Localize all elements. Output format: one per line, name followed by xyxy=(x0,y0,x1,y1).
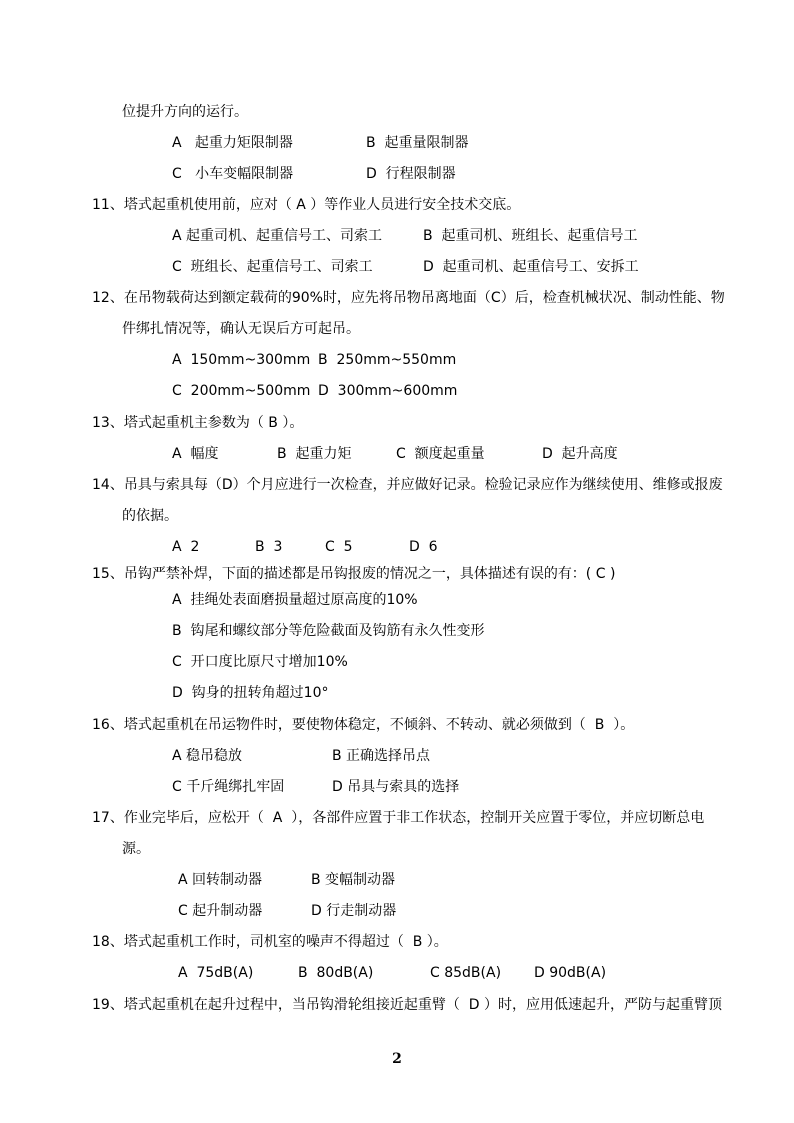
text-line: 的依据。 xyxy=(122,508,178,524)
text-line: A 起重力矩限制器 xyxy=(172,135,293,151)
text-line: B 250mm~550mm xyxy=(318,352,457,368)
text-line: B 钩尾和螺纹部分等危险截面及钩筋有永久性变形 xyxy=(172,623,485,639)
text-line: D 行走制动器 xyxy=(311,903,397,919)
text-line: C 起升制动器 xyxy=(178,903,263,919)
text-line: D 钩身的扭转角超过10° xyxy=(172,685,329,701)
text-line: C 小车变幅限制器 xyxy=(172,166,294,182)
text-line: 17、作业完毕后，应松开（ A ），各部件应置于非工作状态，控制开关应置于零位，并应切断总电 xyxy=(92,810,705,826)
text-line: B 80dB(A) xyxy=(298,965,374,981)
text-line: A 75dB(A) xyxy=(178,965,254,981)
text-line: B 3 xyxy=(255,539,283,555)
text-line: A 挂绳处表面磨损量超过原高度的10% xyxy=(172,592,418,608)
text-line: A 回转制动器 xyxy=(178,872,263,888)
text-line: 源。 xyxy=(122,841,150,857)
text-line: A 幅度 xyxy=(172,446,219,462)
text-line: C 额度起重量 xyxy=(396,446,485,462)
text-line: 15、吊钩严禁补焊，下面的描述都是吊钩报废的情况之一，具体描述有误的有：( C ) xyxy=(92,566,616,582)
text-line: 件绑扎情况等，确认无误后方可起吊。 xyxy=(122,321,360,337)
text-line: C 85dB(A) xyxy=(430,965,502,981)
text-line: B 正确选择吊点 xyxy=(332,748,431,764)
text-line: C 5 xyxy=(325,539,353,555)
text-line: B 起重量限制器 xyxy=(366,135,469,151)
text-line: B 起重司机、班组长、起重信号工 xyxy=(423,228,638,244)
text-line: 16、塔式起重机在吊运物件时，要使物体稳定，不倾斜、不转动、就必须做到（ B ）。 xyxy=(92,717,635,733)
text-line: D 300mm~600mm xyxy=(318,383,458,399)
text-line: C 200mm~500mm xyxy=(172,383,311,399)
text-line: D 起升高度 xyxy=(542,446,618,462)
text-line: D 起重司机、起重信号工、安拆工 xyxy=(423,259,639,275)
text-line: 位提升方向的运行。 xyxy=(122,104,248,120)
text-line: 12、在吊物载荷达到额定载荷的90%时，应先将吊物吊离地面（C）后，检查机械状况、制动性能、物 xyxy=(92,290,725,306)
text-line: C 千斤绳绑扎牢固 xyxy=(172,779,285,795)
text-line: 19、塔式起重机在起升过程中，当吊钩滑轮组接近起重臂（ D ）时，应用低速起升，严防与起重臂顶 xyxy=(92,997,722,1013)
text-line: D 行程限制器 xyxy=(366,166,456,182)
text-line: A 稳吊稳放 xyxy=(172,748,243,764)
text-line: D 6 xyxy=(409,539,438,555)
text-line: 14、吊具与索具每（D）个月应进行一次检查，并应做好记录。检验记录应作为继续使用、维修或报废 xyxy=(92,477,723,493)
text-line: 18、塔式起重机工作时，司机室的噪声不得超过（ B ）。 xyxy=(92,934,448,950)
page-number: 2 xyxy=(392,1051,402,1067)
text-line: C 班组长、起重信号工、司索工 xyxy=(172,259,373,275)
text-line: D 吊具与索具的选择 xyxy=(332,779,460,795)
text-line: B 起重力矩 xyxy=(277,446,352,462)
text-line: 11、塔式起重机使用前，应对（ A ）等作业人员进行安全技术交底。 xyxy=(92,197,521,213)
text-line: B 变幅制动器 xyxy=(311,872,396,888)
text-line: C 开口度比原尺寸增加10% xyxy=(172,654,348,670)
text-line: D 90dB(A) xyxy=(534,965,607,981)
text-line: A 起重司机、起重信号工、司索工 xyxy=(172,228,383,244)
text-line: A 2 xyxy=(172,539,200,555)
text-line: A 150mm~300mm xyxy=(172,352,311,368)
text-line: 13、塔式起重机主参数为（ B ）。 xyxy=(92,415,304,431)
